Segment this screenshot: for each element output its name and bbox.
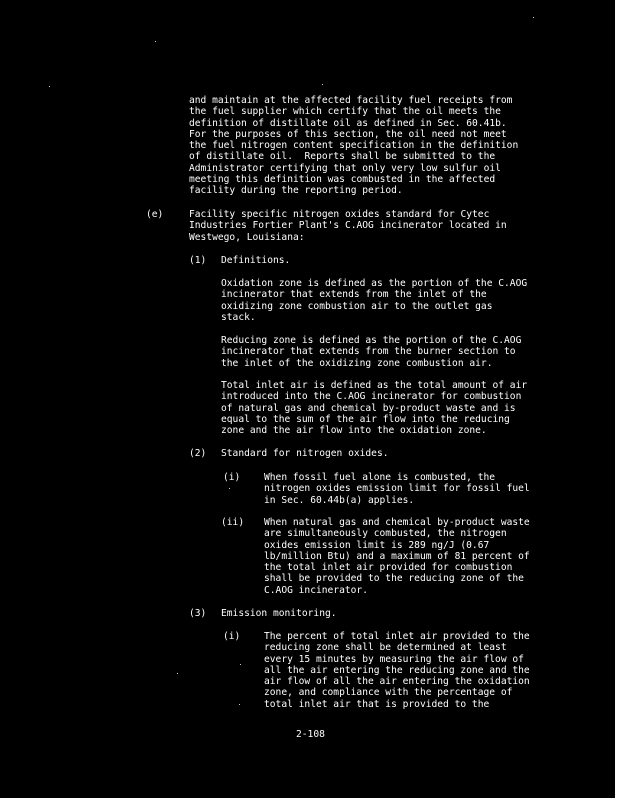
standard-item-ii-text: When natural gas and chemical by-product waste are simultaneously combusted, the nitrogen oxides emission limit is 289 ng/J (0.67 lb/million Btu) and a maximum of 81 percent of the total inlet air provided for combustion shall be provided to the reducing zone of the C.AOG incinerator.: [264, 517, 530, 596]
section-e-text: Facility specific nitrogen oxides standard for Cytec Industries Fortier Plant's C.AOG incinerator located in Westwego, Louisiana:: [189, 209, 507, 243]
total-inlet-air-definition: Total inlet air is defined as the total amount of air introduced into the C.AOG incinerator for combustion of natural gas and chemical by-product waste and is equal to the sum of the air flow into the reducing zone and the air flow into the oxidation zone.: [221, 380, 528, 436]
definitions-heading: Definitions.: [221, 255, 291, 266]
standard-marker: (2): [189, 448, 207, 459]
definitions-marker: (1): [189, 255, 207, 266]
scan-speck: [239, 704, 240, 705]
standard-item-i-marker: (i): [223, 472, 241, 483]
scan-speck: [240, 664, 241, 665]
monitoring-heading: Emission monitoring.: [221, 608, 337, 619]
intro-paragraph: and maintain at the affected facility fuel receipts from the fuel supplier which certify that the oil meets the definition of distillate oil as defined in Sec. 60.41b. For the purposes of this section, the oil need not meet the fuel nitrogen content specification in the definition of distillate oil. Reports shall be submitted to the Administrator certifying that only very low sulfur oil meeting this definition was combusted in the affected facility during the reporting period.: [189, 95, 519, 196]
standard-heading: Standard for nitrogen oxides.: [221, 448, 389, 459]
scan-speck: [322, 84, 323, 85]
scan-speck: [533, 17, 534, 18]
section-e-marker: (e): [146, 209, 164, 220]
standard-item-ii-marker: (ii): [221, 517, 245, 528]
scan-speck: [49, 86, 50, 87]
standard-item-i-text: When fossil fuel alone is combusted, the nitrogen oxides emission limit for fossil fuel in Sec. 60.44b(a) applies.: [264, 472, 530, 506]
scan-speck: [229, 488, 230, 489]
monitoring-item-i-text: The percent of total inlet air provided to the reducing zone shall be determined at least every 15 minutes by measuring the air flow of all the air entering the reducing zone and the air flow of all the air entering the oxidation zone, and compliance with the percentage of total inlet air that is provided to the: [264, 631, 530, 710]
monitoring-item-i-marker: (i): [223, 631, 241, 642]
scan-speck: [155, 41, 156, 42]
page-number: 2-108: [296, 729, 325, 740]
monitoring-marker: (3): [189, 608, 207, 619]
reducing-zone-definition: Reducing zone is defined as the portion of the C.AOG incinerator that extends from the burner section to the inlet of the oxidizing zone combustion air.: [221, 335, 522, 369]
scan-speck: [177, 673, 178, 674]
oxidation-zone-definition: Oxidation zone is defined as the portion of the C.AOG incinerator that extends from the inlet of the oxidizing zone combustion air to the outlet gas stack.: [221, 278, 528, 323]
